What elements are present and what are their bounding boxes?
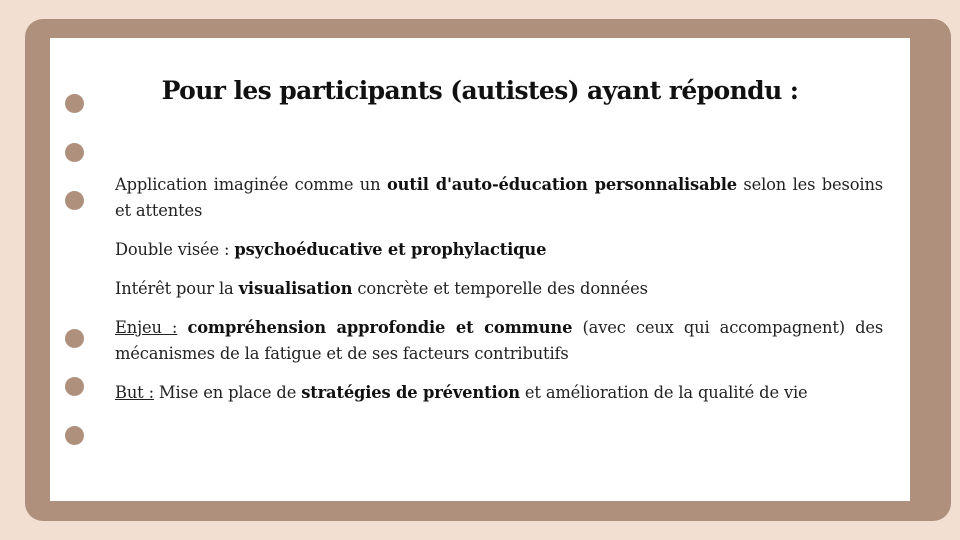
- paragraph-text: Mise en place de: [153, 383, 302, 402]
- slide-title: Pour les participants (autistes) ayant répondu :: [161, 76, 799, 105]
- paragraph-label: But :: [115, 383, 154, 402]
- paragraph-text: Double visée :: [115, 240, 235, 259]
- binder-hole: [65, 143, 84, 162]
- paragraph-label: Enjeu :: [115, 318, 178, 337]
- paragraph-text: concrète et temporelle des données: [352, 279, 648, 298]
- paragraph-text: et amélioration de la qualité de vie: [519, 383, 808, 402]
- paragraph-emphasis: stratégies de prévention: [301, 383, 520, 402]
- binder-hole: [65, 426, 84, 445]
- paragraph-visee: [115, 237, 883, 263]
- paragraph-text: (avec ceux qui accompagnent) des mécanismes de la fatigue et de ses facteurs contributifs: [115, 318, 884, 363]
- paragraph-text: [177, 318, 187, 337]
- paragraph-emphasis: compréhension approfondie et commune: [187, 318, 573, 337]
- paragraph-emphasis: visualisation: [238, 279, 353, 298]
- paragraph-visualisation: [115, 276, 883, 302]
- paragraph-enjeu: [115, 315, 883, 367]
- slide-body: [115, 172, 883, 419]
- paragraph-text: selon les besoins et attentes: [115, 175, 883, 220]
- paragraph-text: Application imaginée comme un: [115, 175, 387, 194]
- paragraph-outil: [115, 172, 883, 224]
- paragraph-but: [115, 380, 883, 406]
- paragraph-emphasis: outil d'auto-éducation personnalisable: [386, 175, 737, 194]
- binder-hole: [65, 191, 84, 210]
- binder-hole: [65, 329, 84, 348]
- paragraph-text: Intérêt pour la: [115, 279, 239, 298]
- paragraph-emphasis: psychoéducative et prophylactique: [234, 240, 547, 259]
- binder-hole: [65, 377, 84, 396]
